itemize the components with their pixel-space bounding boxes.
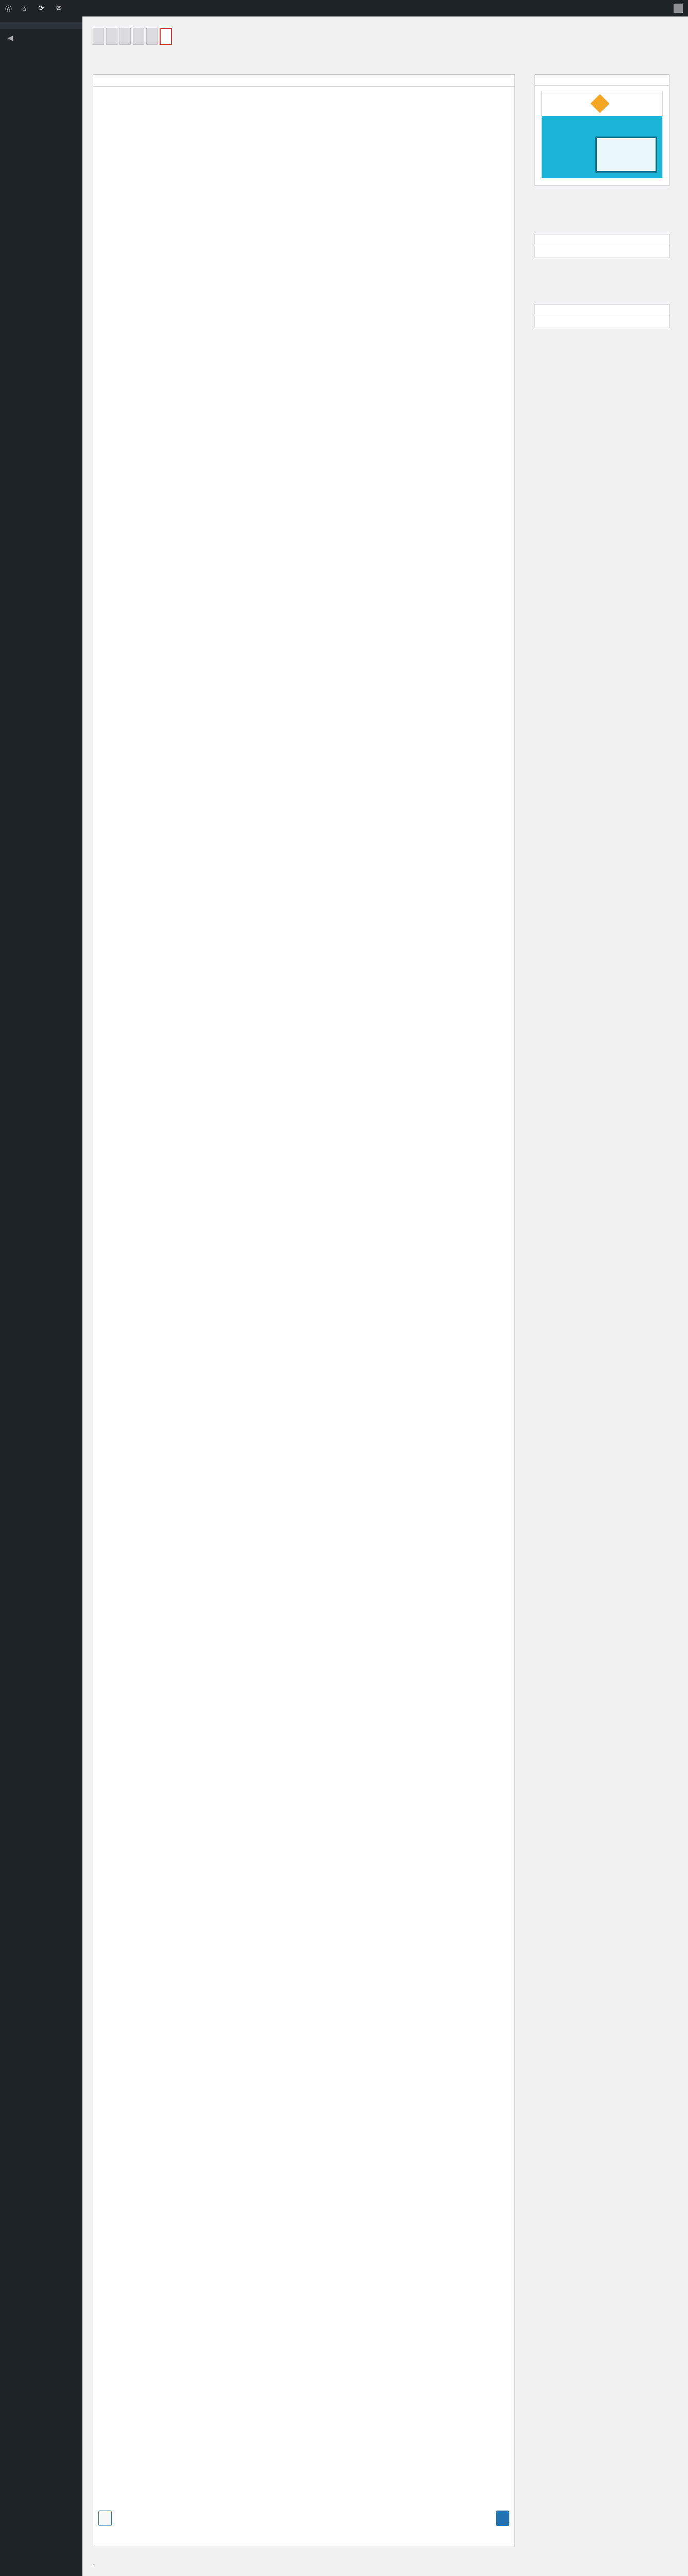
tab-color[interactable] bbox=[119, 28, 131, 45]
panel-title bbox=[93, 75, 514, 87]
devices-image bbox=[595, 137, 657, 173]
alexa-logo-icon bbox=[591, 94, 610, 113]
documentation-title bbox=[535, 304, 669, 315]
promo-body bbox=[542, 116, 662, 178]
our-themes-title bbox=[535, 75, 669, 86]
forum-title bbox=[535, 234, 669, 245]
short-codes-panel bbox=[93, 74, 515, 2547]
promo-header bbox=[542, 91, 662, 116]
collapse-icon: ◀ bbox=[7, 33, 13, 42]
footer-thanks-wrap: . bbox=[93, 2560, 95, 2567]
theme-promo-banner[interactable] bbox=[541, 91, 663, 178]
forum-body bbox=[535, 245, 669, 258]
appearance-submenu bbox=[0, 22, 82, 29]
documentation-body bbox=[535, 315, 669, 328]
comment-icon: ✉ bbox=[56, 4, 64, 12]
tab-font-typography[interactable] bbox=[106, 28, 117, 45]
restore-defaults-button[interactable] bbox=[98, 2511, 112, 2526]
account-menu[interactable] bbox=[664, 0, 688, 16]
updates-link[interactable] bbox=[33, 0, 51, 16]
site-name-link[interactable] bbox=[17, 0, 33, 16]
options-tabs bbox=[93, 28, 678, 45]
comments-link[interactable] bbox=[51, 0, 69, 16]
forum-box bbox=[535, 234, 669, 258]
main-content bbox=[93, 16, 678, 45]
tab-sections[interactable] bbox=[133, 28, 144, 45]
home-icon: ⌂ bbox=[22, 4, 28, 12]
tab-basic-settings[interactable] bbox=[93, 28, 104, 45]
avatar bbox=[674, 4, 683, 13]
our-themes-box bbox=[535, 74, 669, 186]
wordpress-logo-icon[interactable]: Ⓦ bbox=[5, 5, 12, 13]
save-options-button[interactable] bbox=[496, 2511, 509, 2526]
shortcode-list bbox=[93, 87, 514, 94]
admin-footer bbox=[93, 2560, 678, 2567]
documentation-box bbox=[535, 304, 669, 328]
admin-sidebar bbox=[0, 16, 82, 2576]
admin-bar bbox=[0, 0, 688, 16]
collapse-menu-button[interactable] bbox=[0, 29, 82, 46]
updates-icon: ⟳ bbox=[38, 4, 46, 12]
tab-homepage-slider[interactable] bbox=[146, 28, 158, 45]
tab-short-codes[interactable] bbox=[160, 28, 172, 45]
form-actions bbox=[98, 2511, 509, 2526]
new-content-link[interactable] bbox=[69, 0, 79, 16]
